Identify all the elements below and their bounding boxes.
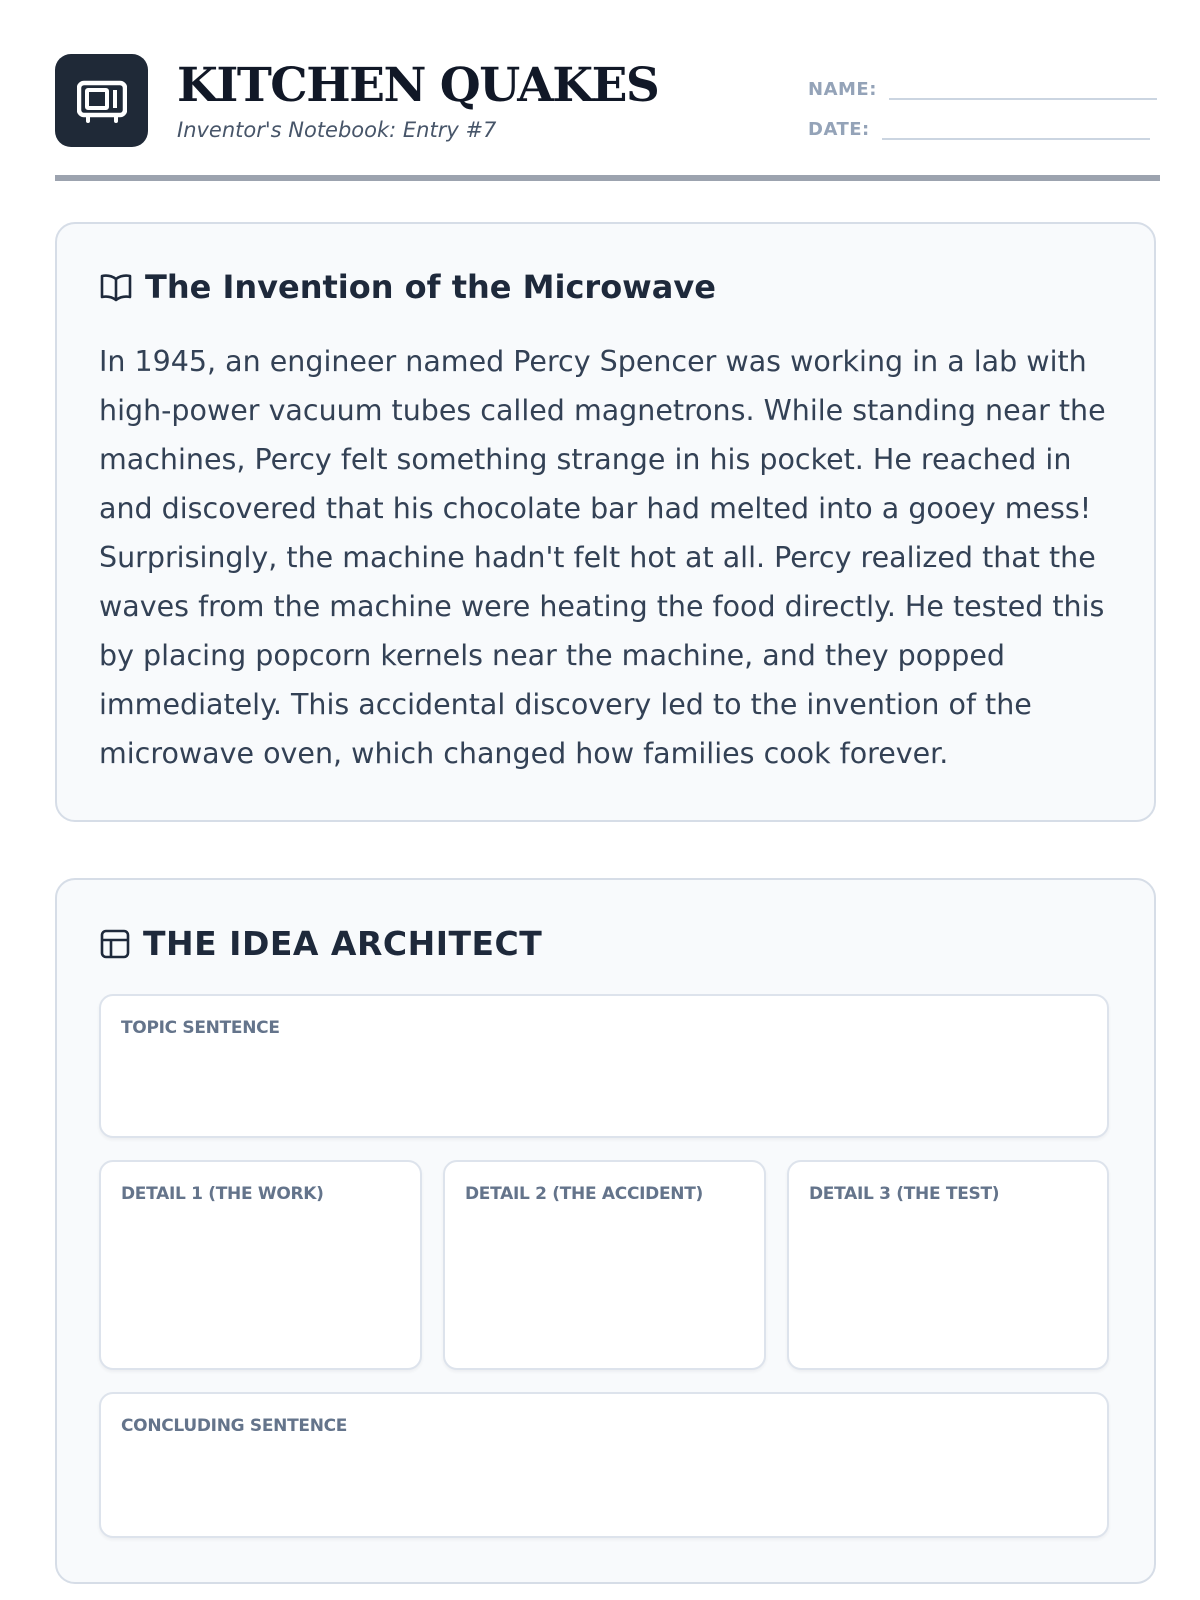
detail-3-box[interactable] bbox=[787, 1160, 1109, 1370]
reading-card bbox=[55, 222, 1156, 822]
concluding-sentence-label: CONCLUDING SENTENCE bbox=[121, 1416, 348, 1436]
page-title: KITCHEN QUAKES bbox=[177, 58, 659, 113]
name-field[interactable] bbox=[889, 76, 1157, 100]
open-book-icon bbox=[99, 272, 133, 302]
date-field[interactable] bbox=[882, 116, 1150, 140]
reading-passage: In 1945, an engineer named Percy Spencer was working in a lab with high-power vacuum tubes called magnetrons. While standing near the machines, Percy felt something strange in his pocket. He reached in and discovered that his chocolate bar had melted into a gooey mess! Surprisingly, the machine hadn't felt hot at all. Percy realized that the waves from the machine were heating the food directly. He tested this by placing popcorn kernels near the machine, and they popped immediately. This accidental discovery led to the invention of the microwave oven, which changed how families cook forever. bbox=[99, 345, 1106, 770]
concluding-sentence-box[interactable] bbox=[99, 1392, 1109, 1538]
worksheet-header bbox=[55, 54, 1160, 179]
name-label: NAME: bbox=[808, 79, 877, 100]
organizer-card bbox=[55, 878, 1156, 1584]
detail-1-label: DETAIL 1 (THE WORK) bbox=[121, 1184, 324, 1204]
detail-1-box[interactable] bbox=[99, 1160, 422, 1370]
organizer-heading bbox=[99, 924, 542, 963]
date-label: DATE: bbox=[808, 119, 870, 140]
detail-3-label: DETAIL 3 (THE TEST) bbox=[809, 1184, 1000, 1204]
detail-2-label: DETAIL 2 (THE ACCIDENT) bbox=[465, 1184, 703, 1204]
topic-sentence-label: TOPIC SENTENCE bbox=[121, 1018, 280, 1038]
name-row bbox=[808, 76, 1157, 100]
reading-heading bbox=[99, 268, 716, 306]
header-divider bbox=[55, 175, 1160, 181]
detail-2-box[interactable] bbox=[443, 1160, 766, 1370]
organizer-title: THE IDEA ARCHITECT bbox=[143, 924, 543, 963]
logo bbox=[55, 54, 148, 147]
microwave-icon bbox=[77, 79, 127, 123]
date-row bbox=[808, 116, 1150, 140]
topic-sentence-box[interactable] bbox=[99, 994, 1109, 1138]
reading-title: The Invention of the Microwave bbox=[145, 268, 716, 306]
page-subtitle: Inventor's Notebook: Entry #7 bbox=[177, 118, 497, 142]
layout-icon bbox=[99, 928, 131, 960]
